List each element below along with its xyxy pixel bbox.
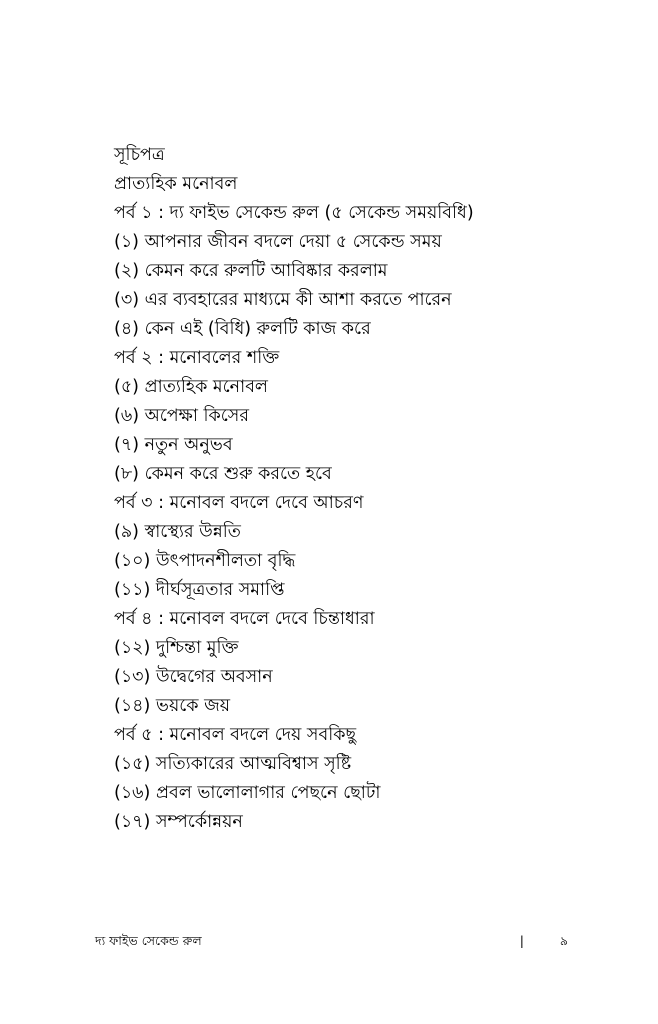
toc-chapter: (১৩) উদ্বেগের অবসান: [114, 667, 273, 687]
toc-heading: সূচিপত্র: [114, 145, 165, 165]
toc-chapter: (১০) উৎপাদনশীলতা বৃদ্ধি: [114, 551, 296, 571]
page-footer: [95, 931, 568, 951]
table-of-contents: [114, 141, 634, 837]
toc-chapter: (৬) অপেক্ষা কিসের: [114, 406, 249, 426]
footer-divider: |: [519, 933, 524, 948]
toc-chapter: (৫) প্রাত্যহিক মনোবল: [114, 377, 268, 397]
toc-chapter: (১৪) ভয়কে জয়: [114, 696, 231, 716]
toc-chapter: (৭) নতুন অনুভব: [114, 435, 233, 455]
toc-chapter: (৩) এর ব্যবহারের মাধ্যমে কী আশা করতে পারেন: [114, 290, 452, 310]
toc-chapter: (১৬) প্রবল ভালোলাগার পেছনে ছোটা: [114, 783, 381, 803]
toc-chapter: (১১) দীর্ঘসূত্রতার সমাপ্তি: [114, 580, 285, 600]
toc-chapter: (৪) কেন এই (বিধি) রুলটি কাজ করে: [114, 319, 371, 339]
running-title: দ্য ফাইভ সেকেন্ড রুল: [95, 933, 202, 948]
toc-part-heading: পর্ব ২ : মনোবলের শক্তি: [114, 348, 280, 368]
toc-chapter: (১২) দুশ্চিন্তা মুক্তি: [114, 638, 239, 658]
toc-entry: প্রাত্যহিক মনোবল: [114, 174, 238, 194]
toc-part-heading: পর্ব ৩ : মনোবল বদলে দেবে আচরণ: [114, 493, 364, 513]
toc-chapter: (৯) স্বাস্থ্যের উন্নতি: [114, 522, 241, 542]
toc-chapter: (৮) কেমন করে শুরু করতে হবে: [114, 464, 332, 484]
toc-chapter: (১৭) সম্পর্কোন্নয়ন: [114, 812, 243, 832]
toc-chapter: (১৫) সত্যিকারের আত্মবিশ্বাস সৃষ্টি: [114, 754, 352, 774]
toc-part-heading: পর্ব ১ : দ্য ফাইভ সেকেন্ড রুল (৫ সেকেন্ড সময়বিধি): [114, 203, 474, 223]
toc-chapter: (১) আপনার জীবন বদলে দেয়া ৫ সেকেন্ড সময়: [114, 232, 442, 252]
toc-part-heading: পর্ব ৫ : মনোবল বদলে দেয় সবকিছু: [114, 725, 357, 745]
toc-chapter: (২) কেমন করে রুলটি আবিষ্কার করলাম: [114, 261, 388, 281]
toc-part-heading: পর্ব ৪ : মনোবল বদলে দেবে চিন্তাধারা: [114, 609, 375, 629]
page-number: ৯: [559, 933, 568, 948]
